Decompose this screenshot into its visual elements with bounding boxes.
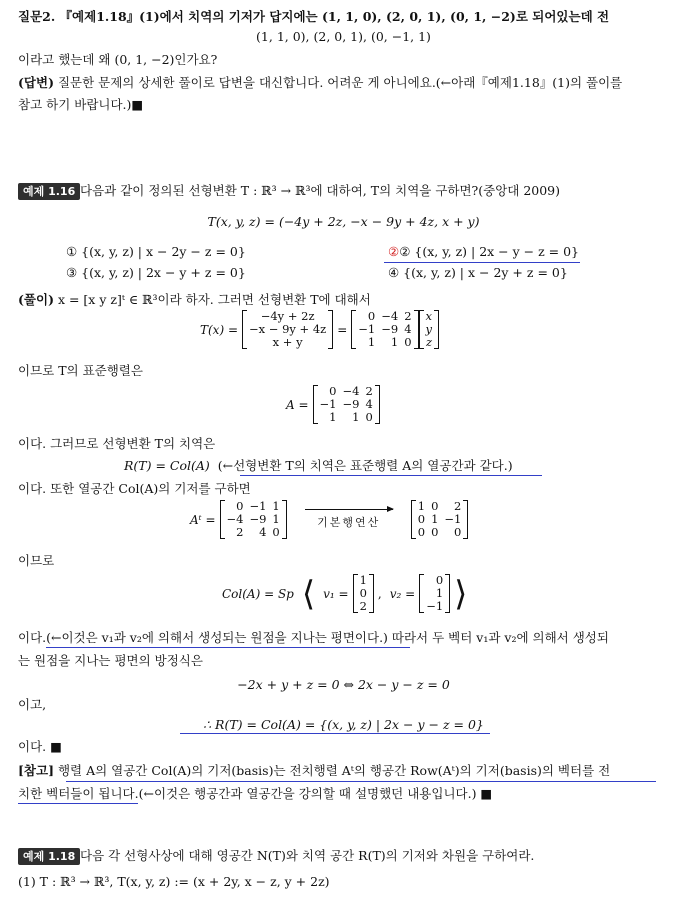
plane-note-underline xyxy=(46,647,410,648)
solution-label: (풀이) xyxy=(18,292,54,307)
option-2-underline xyxy=(384,262,580,263)
at-lhs: Aᵗ = xyxy=(190,512,216,527)
column-space-span xyxy=(218,574,471,613)
vector-v1 xyxy=(353,574,374,613)
standard-matrix-equation xyxy=(282,385,380,424)
matrix-cell: 1 xyxy=(367,335,376,349)
matrix-cell: z xyxy=(425,335,433,349)
option-3: ③ {(x, y, z) | 2x − y + z = 0} xyxy=(66,265,246,280)
answer-line1 xyxy=(18,75,622,91)
matrix-cell: 1 xyxy=(435,586,444,600)
solution-line5: 이므로 xyxy=(18,553,55,568)
matrix-cell: 1 xyxy=(272,499,280,513)
sol-l6b: (←이것은 v₁과 v₂에 의해서 생성되는 원점을 지나는 평면이다.) xyxy=(46,630,388,645)
matrix-cell: 4 xyxy=(365,397,373,411)
matrix-cell: 1 xyxy=(417,499,426,513)
matrix-cell: 4 xyxy=(259,525,267,539)
note-line2 xyxy=(18,786,492,802)
matrix-cell: 2 xyxy=(236,525,244,539)
matrix-cell: 0 xyxy=(359,586,367,600)
tx-entry: x + y xyxy=(272,335,303,349)
matrix-cell: −1 xyxy=(426,599,444,613)
range-expression: R(T) = Col(A) xyxy=(124,458,210,473)
tx-lhs: T(x) = xyxy=(200,322,239,337)
row-reduction-equation xyxy=(186,500,468,539)
solution-line9: 이다. ■ xyxy=(18,739,62,754)
example-1-16-badge: 예제 1.16 xyxy=(18,183,80,200)
answer-text: 질문한 문제의 상세한 풀이로 답변을 대신합니다. 어려운 게 아니에요.(←아래『예제1.18』(1)의 풀이를 xyxy=(53,75,623,90)
range-note-underline xyxy=(240,475,542,476)
matrix-cell: 2 xyxy=(404,309,412,323)
example-1-18-question: 다음 각 선형사상에 대해 영공간 N(T)와 치역 공간 R(T)의 기저와 차원을 구하여라. xyxy=(80,848,535,863)
matrix-cell: −4 xyxy=(342,384,360,398)
right-angle-bracket: ⟩ xyxy=(454,573,468,614)
solution-line1 xyxy=(18,292,371,308)
transform-vector xyxy=(242,310,333,349)
col-lhs: Col(A) = Sp xyxy=(222,586,294,601)
matrix-cell: 0 xyxy=(431,525,439,539)
matrix-cell: 1 xyxy=(329,410,337,424)
matrix-cell: 0 xyxy=(417,525,426,539)
example-1-18-part1: (1) T : ℝ³ → ℝ³, T(x, y, z) := (x + 2y, x − z, y + 2z) xyxy=(18,874,330,889)
example-1-16-question: 다음과 같이 정의된 선형변환 T : ℝ³ → ℝ³에 대하여, T의 치역을 구하면?(중앙대 2009) xyxy=(80,183,561,198)
vector-xyz xyxy=(419,310,440,349)
arrow-right-icon xyxy=(305,509,393,510)
left-angle-bracket: ⟨ xyxy=(301,573,316,614)
answer-label: (답변) xyxy=(18,75,54,90)
range-note: (←선형변환 T의 치역은 표준행렬 A의 열공간과 같다.) xyxy=(217,458,513,473)
note-underline-2 xyxy=(18,803,138,804)
option-1: ① {(x, y, z) | x − 2y − z = 0} xyxy=(66,244,246,259)
matrix-cell: 0 xyxy=(272,525,280,539)
matrix-cell: −9 xyxy=(381,322,399,336)
matrix-cell: 1 xyxy=(352,410,360,424)
vector-v2 xyxy=(419,574,450,613)
sol-l6c: 따라서 두 벡터 v₁과 v₂에 의해서 생성되 xyxy=(387,630,609,645)
matrix-cell: −1 xyxy=(319,397,337,411)
answer-line2: 참고 하기 바랍니다.)■ xyxy=(18,97,144,112)
plane-equation: −2x + y + z = 0 ⇔ 2x − y − z = 0 xyxy=(237,677,450,692)
solution-line8: 이고, xyxy=(18,697,47,712)
solution-line4: 이다. 또한 열공간 Col(A)의 기저를 구하면 xyxy=(18,481,251,496)
matrix-cell: −4 xyxy=(381,309,399,323)
v1-label: v₁ = xyxy=(323,586,349,601)
matrix-cell: −4 xyxy=(226,512,244,526)
matrix-cell: 2 xyxy=(365,384,373,398)
matrix-cell: −1 xyxy=(444,512,462,526)
matrix-cell: 0 xyxy=(454,525,462,539)
matrix-cell: 0 xyxy=(367,309,376,323)
tx-entry: −4y + 2z xyxy=(260,309,315,323)
example-1-18-badge: 예제 1.18 xyxy=(18,848,80,865)
a-lhs: A = xyxy=(286,397,309,412)
matrix-cell: 2 xyxy=(454,499,462,513)
matrix-a xyxy=(351,310,418,349)
matrix-cell: 2 xyxy=(359,599,367,613)
question-2-line1: 질문2. 『예제1.18』(1)에서 치역의 기저가 답지에는 (1, 1, 0), (2, 0, 1), (0, 1, −2)로 되어있는데 전 xyxy=(18,9,610,24)
final-answer: ∴ R(T) = Col(A) = {(x, y, z) | 2x − y − z = 0} xyxy=(203,717,484,732)
option-4: ④ {(x, y, z) | x − 2y + z = 0} xyxy=(388,265,568,280)
equals-sign: = xyxy=(337,322,348,337)
matrix-a-standard xyxy=(313,385,380,424)
note-text: 행렬 A의 열공간 Col(A)의 기저(basis)는 전치행렬 Aᵗ의 행공간 Row(Aᵗ)의 기저(basis)의 벡터를 전 xyxy=(53,763,611,778)
matrix-cell: 1 xyxy=(359,573,367,587)
note-text-2b: (←이것은 행공간과 열공간을 강의할 때 설명했던 내용입니다.) ■ xyxy=(138,786,493,801)
matrix-cell: 0 xyxy=(431,499,439,513)
matrix-cell: 1 xyxy=(431,512,439,526)
solution-intro: x = [x y z]ᵗ ∈ ℝ³이라 하자. 그러면 선형변환 T에 대해서 xyxy=(53,292,371,307)
final-answer-underline xyxy=(180,733,490,734)
matrix-cell: 1 xyxy=(272,512,280,526)
matrix-cell: y xyxy=(425,322,433,336)
v2-label: v₂ = xyxy=(389,586,416,601)
note-label: [참고] xyxy=(18,763,54,778)
transform-matrix-equation xyxy=(196,310,439,349)
note-text-2: 치한 벡터들이 됩니다. xyxy=(18,786,139,801)
matrix-cell: −9 xyxy=(249,512,267,526)
matrix-cell: −1 xyxy=(358,322,376,336)
solution-line7: 는 원점을 지나는 평면의 방정식은 xyxy=(18,653,203,668)
matrix-cell: 0 xyxy=(417,512,426,526)
question-2-line1-cont: (1, 1, 0), (2, 0, 1), (0, −1, 1) xyxy=(256,29,431,44)
transform-definition: T(x, y, z) = (−4y + 2z, −x − 9y + 4z, x + y) xyxy=(207,214,480,229)
matrix-cell: 0 xyxy=(329,384,337,398)
solution-line6 xyxy=(18,630,609,646)
note-line1 xyxy=(18,763,610,779)
matrix-a-transpose xyxy=(220,500,287,539)
matrix-reduced xyxy=(411,500,469,539)
range-equals-col xyxy=(124,458,513,474)
solution-line3: 이다. 그러므로 선형변환 T의 치역은 xyxy=(18,436,216,451)
sol-l6a: 이다. xyxy=(18,630,47,645)
matrix-cell: x xyxy=(425,309,433,323)
matrix-cell: 0 xyxy=(365,410,373,424)
matrix-cell: −9 xyxy=(342,397,360,411)
option-2: ②② {(x, y, z) | 2x − y − z = 0} xyxy=(388,244,580,259)
row-operation-label: 기본행연산 xyxy=(317,516,381,529)
matrix-cell: 0 xyxy=(236,499,244,513)
matrix-cell: 0 xyxy=(404,335,412,349)
matrix-cell: 4 xyxy=(404,322,412,336)
option-2-text: ② {(x, y, z) | 2x − y − z = 0} xyxy=(399,244,580,259)
question-2-line2: 이라고 했는데 왜 (0, 1, −2)인가요? xyxy=(18,52,218,67)
note-underline-1 xyxy=(66,781,656,782)
comma: , xyxy=(377,586,382,601)
row-operation-arrow xyxy=(301,509,397,530)
matrix-cell: 1 xyxy=(390,335,399,349)
matrix-cell: −1 xyxy=(249,499,267,513)
tx-entry: −x − 9y + 4z xyxy=(249,322,327,336)
solution-line2: 이므로 T의 표준행렬은 xyxy=(18,363,143,378)
matrix-cell: 0 xyxy=(435,573,444,587)
